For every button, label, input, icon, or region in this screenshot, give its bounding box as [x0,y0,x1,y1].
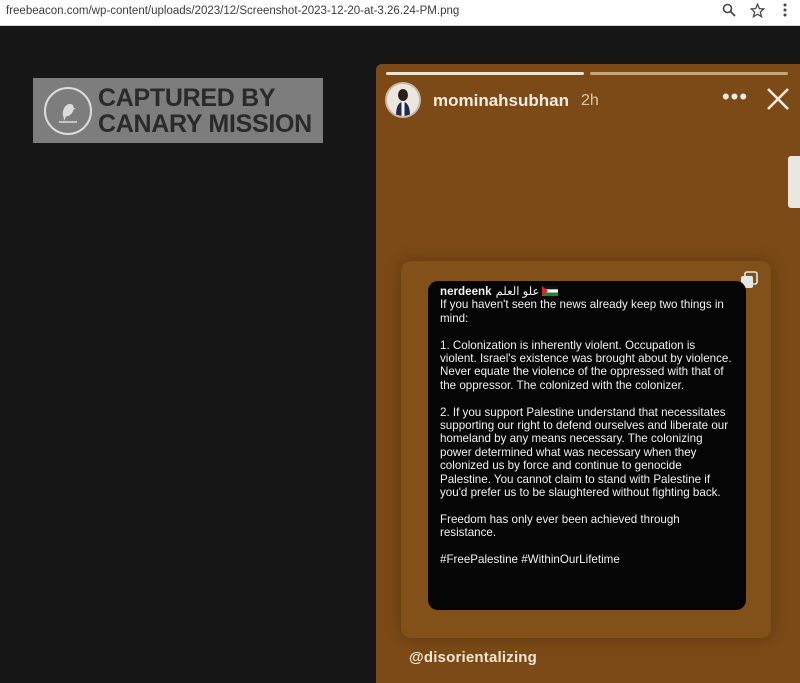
url-text[interactable]: freebeacon.com/wp-content/uploads/2023/12/Screenshot-2023-12-20-at-3.26.24-PM.png [6,5,460,17]
story-timestamp: 2h [581,92,599,109]
mention-sticker[interactable]: @disorientalizing [409,649,538,666]
kebab-menu-icon[interactable] [776,3,794,21]
url-bar-icons [720,3,794,21]
watermark-text [98,85,312,137]
post-paragraph-2: 1. Colonization is inherently violent. Occupation is violent. Israel's existence was brought about by violence. Never equate the violence of the oppressed with that of the oppressor. The colonized with the colonizer. [440,338,732,392]
bird-icon [44,87,92,135]
star-icon[interactable] [748,3,766,21]
close-icon[interactable] [765,86,791,112]
watermark-line-2: CANARY MISSION [98,109,312,138]
avatar[interactable] [385,82,421,118]
post-author: nerdeenk [440,285,492,298]
post-content [428,281,746,610]
post-paragraph-1: If you haven't seen the news already keep two things in mind: [440,298,724,325]
palestine-flag-icon [542,286,558,296]
story-progress-bar-1 [386,72,584,75]
post-hashtags: #FreePalestine #WithinOurLifetime [440,553,620,567]
canary-mission-watermark [33,78,323,143]
side-panel-tab[interactable] [788,156,800,208]
search-icon[interactable] [720,3,738,21]
instagram-story [376,64,800,683]
watermark-line-1: CAPTURED BY [98,83,276,112]
post-paragraph-4: Freedom has only ever been achieved through resistance. [440,512,680,540]
story-progress-bar-2 [590,72,788,75]
browser-url-bar[interactable] [0,0,800,26]
post-paragraph-3: 2. If you support Palestine understand that necessitates supporting our right to defend ourselves and liberate our homeland by any means necessary. The colonizing power determined what was necessary when they colonized us by force and continue to genocide Palestine. You cannot claim to stand with Palestine if you'd prefer us to be slaughtered without fighting back. [440,405,729,500]
story-username[interactable]: mominahsubhan [433,91,570,110]
post-author-arabic: علو العلم [495,285,540,298]
post-header [440,285,734,298]
more-options-button[interactable]: ••• [721,84,749,109]
